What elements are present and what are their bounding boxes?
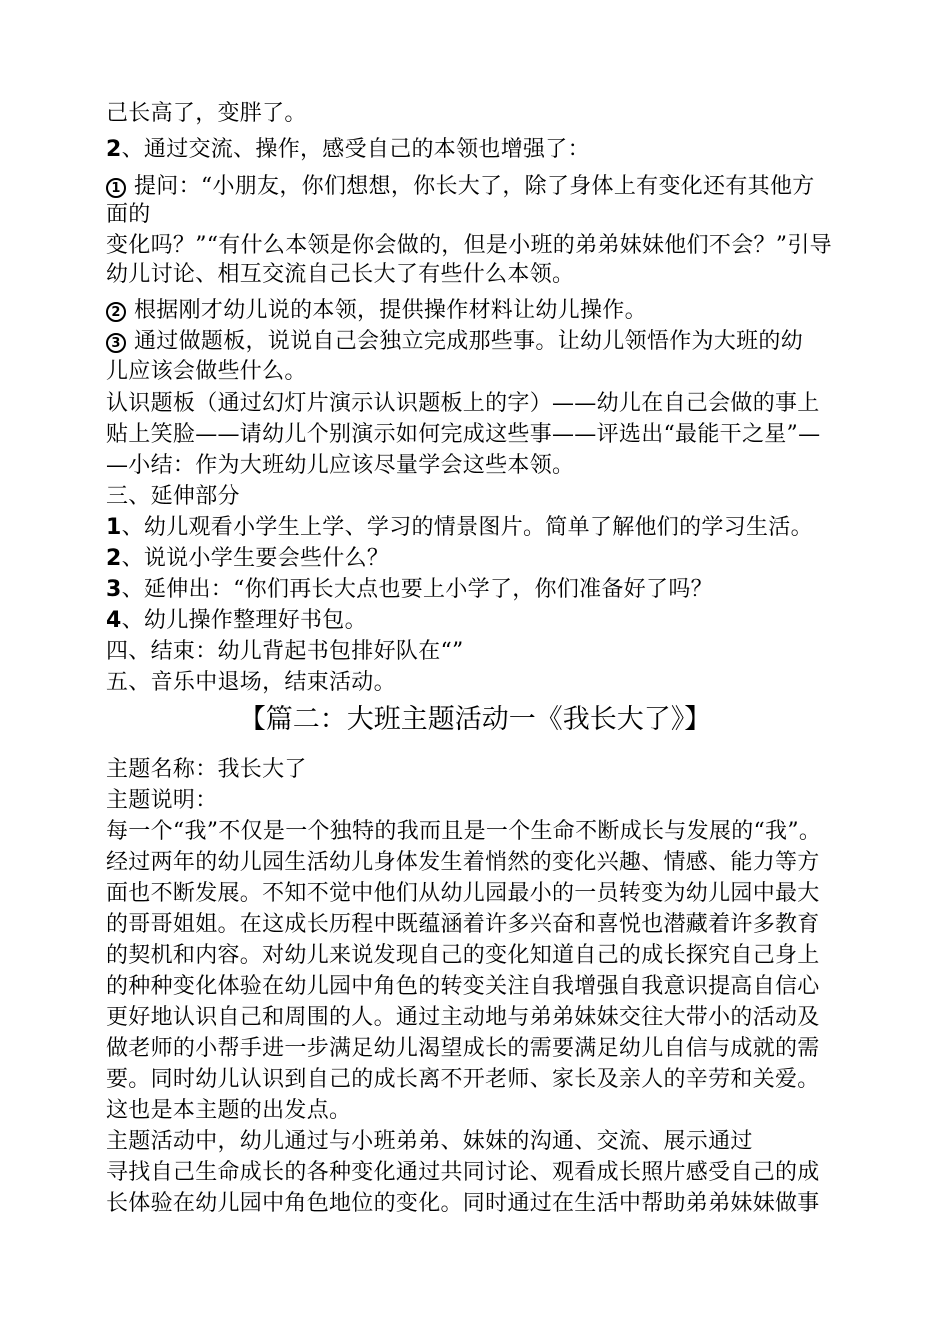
text-line: 每一个“我”不仅是一个独特的我而且是一个生命不断成长与发展的“我”。 <box>106 819 822 844</box>
text-line: 1、幼儿观看小学生上学、学习的情景图片。简单了解他们的学习生活。 <box>106 515 813 540</box>
text-line: 五、音乐中退场，结束活动。 <box>106 670 396 695</box>
text-line: 主题活动中，幼儿通过与小班弟弟、妹妹的沟通、交流、展示通过 <box>106 1129 753 1154</box>
text-line: 的种种变化体验在幼儿园中角色的转变关注自我增强自我意识提高自信心 <box>106 974 820 999</box>
text-line: 面也不断发展。不知不觉中他们从幼儿园最小的一员转变为幼儿园中最大 <box>106 881 820 906</box>
circled-number-2: 2 <box>106 302 126 322</box>
text-line: 的哥哥姐姐。在这成长历程中既蕴涵着许多兴奋和喜悦也潜藏着许多教育 <box>106 912 820 937</box>
text-line: 儿应该会做些什么。 <box>106 359 307 384</box>
text-line: 贴上笑脸——请幼儿个别演示如何完成这些事——评选出“最能干之星”— <box>106 422 821 447</box>
text-line: 经过两年的幼儿园生活幼儿身体发生着悄然的变化兴趣、情感、能力等方 <box>106 850 820 875</box>
text-line: 面的 <box>106 202 151 227</box>
text-line: 3 通过做题板，说说自己会独立完成那些事。让幼儿领悟作为大班的幼 <box>106 327 803 357</box>
text-line: 2 根据刚才幼儿说的本领，提供操作材料让幼儿操作。 <box>106 296 647 326</box>
circled-number-3: 3 <box>106 333 126 353</box>
text-line: 变化吗？”“有什么本领是你会做的，但是小班的弟弟妹妹他们不会？”引导 <box>106 233 832 258</box>
text-line: 四、结束：幼儿背起书包排好队在“” <box>106 639 464 664</box>
text-line: 更好地认识自己和周围的人。通过主动地与弟弟妹妹交往大带小的活动及 <box>106 1005 820 1030</box>
text-line: 做老师的小帮手进一步满足幼儿渴望成长的需要满足幼儿自信与成就的需 <box>106 1036 820 1061</box>
text-line: —小结：作为大班幼儿应该尽量学会这些本领。 <box>106 453 575 478</box>
text-line: 的契机和内容。对幼儿来说发现自己的变化知道自己的成长探究自己身上 <box>106 943 820 968</box>
text-line: 2、说说小学生要会些什么？ <box>106 546 390 571</box>
text-line: 幼儿讨论、相互交流自己长大了有些什么本领。 <box>106 262 575 287</box>
section-heading: 【篇二：大班主题活动一《我长大了》】 <box>238 704 712 735</box>
text-line: 三、延伸部分 <box>106 484 240 509</box>
text-line: 1 提问：“小朋友，你们想想，你长大了，除了身体上有变化还有其他方 <box>106 172 815 202</box>
text-line: 2、通过交流、操作，感受自己的本领也增强了： <box>106 137 590 162</box>
text-line: 4、幼儿操作整理好书包。 <box>106 608 367 633</box>
text-line: 这也是本主题的出发点。 <box>106 1098 352 1123</box>
text-line: 主题说明： <box>106 788 218 813</box>
circled-number-1: 1 <box>106 178 126 198</box>
text-line: 认识题板（通过幻灯片演示认识题板上的字）——幼儿在自己会做的事上 <box>106 391 820 416</box>
text-line: 长体验在幼儿园中角色地位的变化。同时通过在生活中帮助弟弟妹妹做事 <box>106 1191 820 1216</box>
text-line: 3、延伸出：“你们再长大点也要上小学了，你们准备好了吗？ <box>106 577 713 602</box>
text-line: 主题名称：我长大了 <box>106 757 307 782</box>
text-line: 己长高了，变胖了。 <box>106 101 307 126</box>
text-line: 要。同时幼儿认识到自己的成长离不开老师、家长及亲人的辛劳和关爱。 <box>106 1067 820 1092</box>
text-line: 寻找自己生命成长的各种变化通过共同讨论、观看成长照片感受自己的成 <box>106 1160 820 1185</box>
